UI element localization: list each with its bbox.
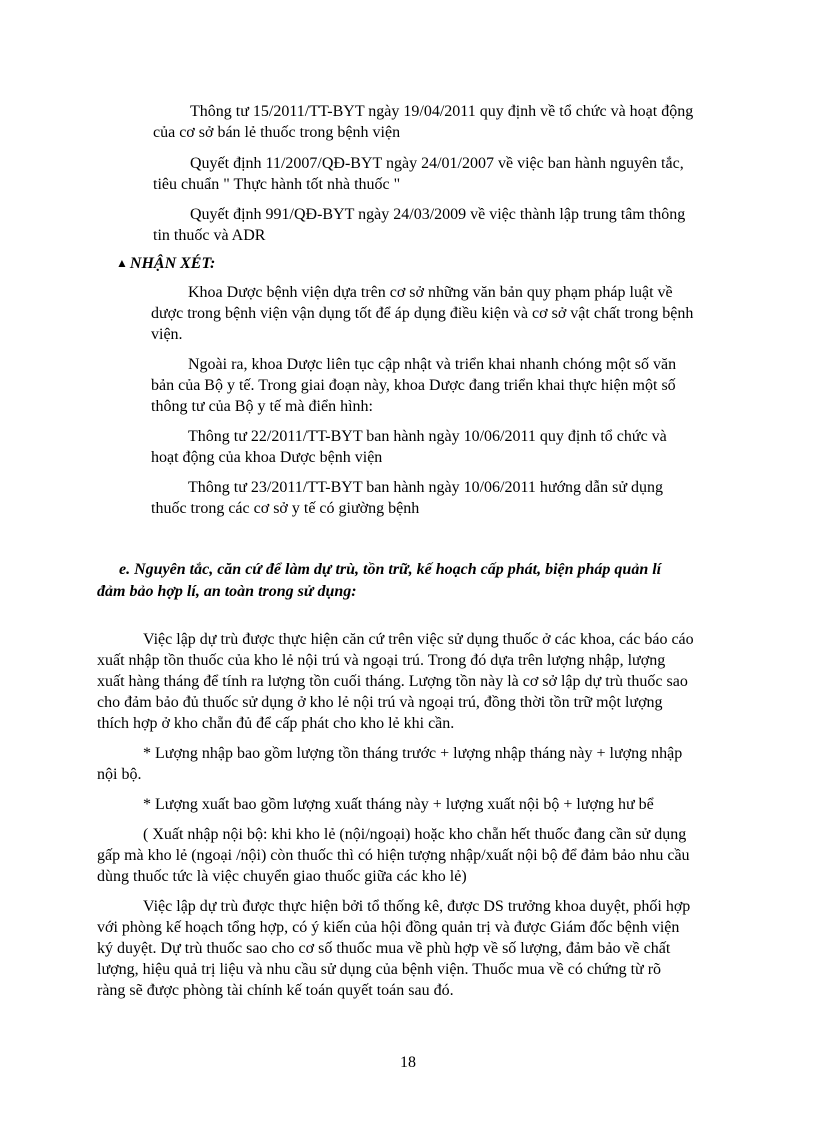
text-line: dược trong bệnh viện vận dụng tốt để áp dụng điều kiện và cơ sở vật chất trong bệnh bbox=[151, 305, 694, 322]
text-line: Quyết định 11/2007/QĐ-BYT ngày 24/01/2007 về việc ban hành nguyên tắc, bbox=[190, 155, 684, 172]
text-line: với phòng kế hoạch tổng hợp, có ý kiến của hội đồng quản trị và được Giám đốc bệnh viện bbox=[97, 919, 680, 936]
reference-item bbox=[153, 153, 684, 195]
text-line: thích hợp ở kho chẵn đủ để cấp phát cho kho lẻ khi cần. bbox=[97, 715, 455, 732]
remark-paragraph bbox=[151, 354, 677, 417]
body-paragraph bbox=[97, 743, 683, 785]
text-line: * Lượng nhập bao gồm lượng tồn tháng trước + lượng nhập tháng này + lượng nhập bbox=[143, 745, 683, 762]
section-title bbox=[97, 559, 662, 603]
text-line: viện. bbox=[151, 326, 183, 343]
text-line: của cơ sở bán lẻ thuốc trong bệnh viện bbox=[153, 124, 401, 141]
reference-item bbox=[153, 204, 686, 246]
arrow-icon: ▲ bbox=[116, 256, 128, 270]
text-line: xuất nhập tồn thuốc của kho lẻ nội trú và ngoại trú. Trong đó dựa trên lượng nhập, lượng bbox=[97, 652, 666, 669]
text-line: hoạt động của khoa Dược bệnh viện bbox=[151, 449, 383, 466]
text-line: xuất hàng tháng để tính ra lượng tồn cuối tháng. Lượng tồn này là cơ sở lập dự trù thuốc sao bbox=[97, 673, 688, 690]
text-line: nội bộ. bbox=[97, 766, 142, 783]
text-line: Việc lập dự trù được thực hiện bởi tổ thống kê, được DS trưởng khoa duyệt, phối hợp bbox=[143, 898, 691, 915]
page-number: 18 bbox=[400, 1054, 416, 1071]
text-line: lượng, hiệu quả trị liệu và nhu cầu sử dụng của bệnh viện. Thuốc mua về có chứng từ rõ bbox=[97, 961, 662, 978]
remark-paragraph bbox=[151, 477, 664, 519]
text-line: Thông tư 15/2011/TT-BYT ngày 19/04/2011 quy định về tổ chức và hoạt động bbox=[190, 103, 694, 120]
text-line: dùng thuốc tức là việc chuyển giao thuốc giữa các kho lẻ) bbox=[97, 868, 467, 885]
remark-heading-text: NHẬN XÉT: bbox=[129, 255, 216, 272]
body-paragraph bbox=[143, 794, 654, 815]
text-line: Ngoài ra, khoa Dược liên tục cập nhật và triển khai nhanh chóng một số văn bbox=[188, 356, 677, 373]
text-line: Khoa Dược bệnh viện dựa trên cơ sở những văn bản quy phạm pháp luật về bbox=[188, 284, 673, 301]
section-title-line: e. Nguyên tắc, căn cứ để làm dự trù, tồn trữ, kế hoạch cấp phát, biện pháp quản lí bbox=[119, 561, 662, 578]
text-line: thông tư của Bộ y tế mà điển hình: bbox=[151, 398, 373, 415]
body-paragraph bbox=[97, 824, 690, 887]
text-line: bản của Bộ y tế. Trong giai đoạn này, khoa Dược đang triển khai thực hiện một số bbox=[151, 377, 676, 394]
text-line: tiêu chuẩn " Thực hành tốt nhà thuốc " bbox=[153, 176, 401, 193]
text-line: ràng sẽ được phòng tài chính kế toán quyết toán sau đó. bbox=[97, 982, 454, 999]
text-line: thuốc trong các cơ sở y tế có giường bệnh bbox=[151, 500, 420, 517]
text-line: Thông tư 22/2011/TT-BYT ban hành ngày 10/06/2011 quy định tổ chức và bbox=[188, 428, 667, 445]
text-line: Quyết định 991/QĐ-BYT ngày 24/03/2009 về việc thành lập trung tâm thông bbox=[190, 206, 686, 223]
text-line: cho đảm bảo đủ thuốc sử dụng ở kho lẻ nội trú và ngoại trú, đồng thời tồn trữ một lượng bbox=[97, 694, 663, 711]
remark-paragraph bbox=[151, 282, 694, 345]
text-line: Thông tư 23/2011/TT-BYT ban hành ngày 10/06/2011 hướng dẫn sử dụng bbox=[188, 479, 664, 496]
text-line: tin thuốc và ADR bbox=[153, 227, 266, 244]
remark-paragraph bbox=[151, 426, 667, 468]
reference-item bbox=[153, 101, 694, 143]
section-title-line: đảm bảo hợp lí, an toàn trong sử dụng: bbox=[97, 583, 357, 600]
remark-heading bbox=[116, 253, 215, 274]
text-line: Việc lập dự trù được thực hiện căn cứ trên việc sử dụng thuốc ở các khoa, các báo cáo bbox=[143, 631, 694, 648]
body-paragraph bbox=[97, 629, 694, 734]
text-line: gấp mà kho lẻ (ngoại /nội) còn thuốc thì có hiện tượng nhập/xuất nội bộ để đảm bảo nhu cầu bbox=[97, 847, 690, 864]
body-paragraph bbox=[97, 896, 691, 1001]
text-line: ký duyệt. Dự trù thuốc sao cho cơ số thuốc mua về phù hợp về số lượng, đảm bảo về chất bbox=[97, 940, 671, 957]
text-line: * Lượng xuất bao gồm lượng xuất tháng này + lượng xuất nội bộ + lượng hư bể bbox=[143, 796, 654, 813]
text-line: ( Xuất nhập nội bộ: khi kho lẻ (nội/ngoại) hoặc kho chẵn hết thuốc đang cần sử dụng bbox=[143, 826, 687, 843]
